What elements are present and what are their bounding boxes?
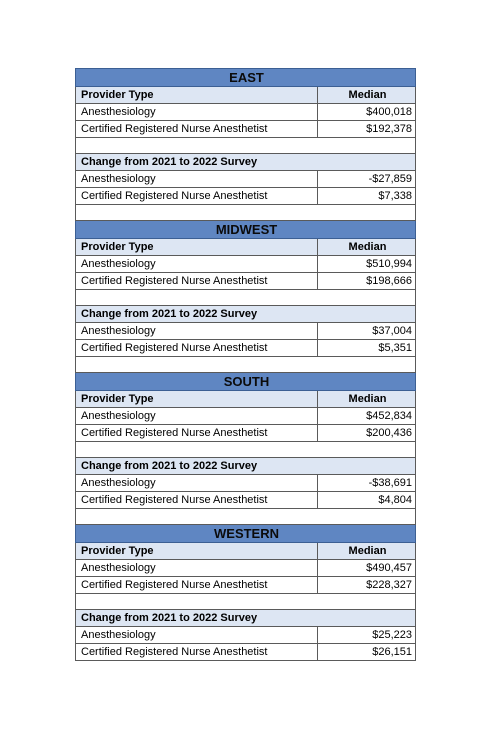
provider-label: Certified Registered Nurse Anesthetist <box>76 273 318 290</box>
provider-label: Anesthesiology <box>76 560 318 577</box>
provider-type-header: Provider Type <box>76 543 318 560</box>
spacer-row <box>76 509 416 525</box>
spacer-row <box>76 357 416 373</box>
provider-label: Certified Registered Nurse Anesthetist <box>76 644 318 661</box>
table-row <box>76 340 416 357</box>
change-header-row <box>76 610 416 627</box>
table-row <box>76 121 416 138</box>
provider-label: Certified Registered Nurse Anesthetist <box>76 577 318 594</box>
provider-type-header: Provider Type <box>76 391 318 408</box>
change-header-row <box>76 154 416 171</box>
provider-label: Anesthesiology <box>76 171 318 188</box>
change-value: $4,804 <box>318 492 416 509</box>
spacer-row <box>76 205 416 221</box>
provider-type-header-row <box>76 391 416 408</box>
region-header-row <box>76 525 416 543</box>
provider-type-header: Provider Type <box>76 87 318 104</box>
provider-type-header-row <box>76 87 416 104</box>
change-value: -$27,859 <box>318 171 416 188</box>
region-header-row <box>76 373 416 391</box>
change-value: $5,351 <box>318 340 416 357</box>
region-header-row <box>76 69 416 87</box>
median-value: $192,378 <box>318 121 416 138</box>
median-value: $510,994 <box>318 256 416 273</box>
change-value: $37,004 <box>318 323 416 340</box>
table-row <box>76 323 416 340</box>
median-value: $198,666 <box>318 273 416 290</box>
provider-label: Certified Registered Nurse Anesthetist <box>76 340 318 357</box>
spacer-row <box>76 442 416 458</box>
median-value: $400,018 <box>318 104 416 121</box>
table-row <box>76 171 416 188</box>
region-title: MIDWEST <box>76 221 416 239</box>
table-row <box>76 104 416 121</box>
regional-median-table <box>75 68 416 661</box>
provider-type-header: Provider Type <box>76 239 318 256</box>
table-row <box>76 256 416 273</box>
provider-type-header-row <box>76 543 416 560</box>
provider-label: Certified Registered Nurse Anesthetist <box>76 492 318 509</box>
region-title: EAST <box>76 69 416 87</box>
table-row <box>76 560 416 577</box>
spacer-row <box>76 594 416 610</box>
median-value: $200,436 <box>318 425 416 442</box>
change-value: $25,223 <box>318 627 416 644</box>
change-header: Change from 2021 to 2022 Survey <box>76 610 416 627</box>
table-row <box>76 644 416 661</box>
change-header: Change from 2021 to 2022 Survey <box>76 306 416 323</box>
median-value: $228,327 <box>318 577 416 594</box>
median-value: $452,834 <box>318 408 416 425</box>
provider-label: Anesthesiology <box>76 323 318 340</box>
region-title: WESTERN <box>76 525 416 543</box>
provider-label: Anesthesiology <box>76 408 318 425</box>
table-row <box>76 627 416 644</box>
table-row <box>76 577 416 594</box>
change-header: Change from 2021 to 2022 Survey <box>76 154 416 171</box>
median-header: Median <box>318 87 416 104</box>
median-header: Median <box>318 391 416 408</box>
change-header-row <box>76 306 416 323</box>
table-row <box>76 273 416 290</box>
provider-label: Certified Registered Nurse Anesthetist <box>76 188 318 205</box>
median-header: Median <box>318 543 416 560</box>
change-value: -$38,691 <box>318 475 416 492</box>
median-value: $490,457 <box>318 560 416 577</box>
spacer-row <box>76 290 416 306</box>
table-row <box>76 475 416 492</box>
change-value: $7,338 <box>318 188 416 205</box>
table-row <box>76 492 416 509</box>
table-row <box>76 188 416 205</box>
provider-label: Anesthesiology <box>76 627 318 644</box>
provider-label: Certified Registered Nurse Anesthetist <box>76 121 318 138</box>
median-header: Median <box>318 239 416 256</box>
change-header-row <box>76 458 416 475</box>
change-value: $26,151 <box>318 644 416 661</box>
table-row <box>76 408 416 425</box>
provider-label: Certified Registered Nurse Anesthetist <box>76 425 318 442</box>
change-header: Change from 2021 to 2022 Survey <box>76 458 416 475</box>
region-title: SOUTH <box>76 373 416 391</box>
region-header-row <box>76 221 416 239</box>
provider-label: Anesthesiology <box>76 256 318 273</box>
table-row <box>76 425 416 442</box>
spacer-row <box>76 138 416 154</box>
provider-type-header-row <box>76 239 416 256</box>
provider-label: Anesthesiology <box>76 104 318 121</box>
median-compensation-sheet <box>75 68 415 661</box>
provider-label: Anesthesiology <box>76 475 318 492</box>
